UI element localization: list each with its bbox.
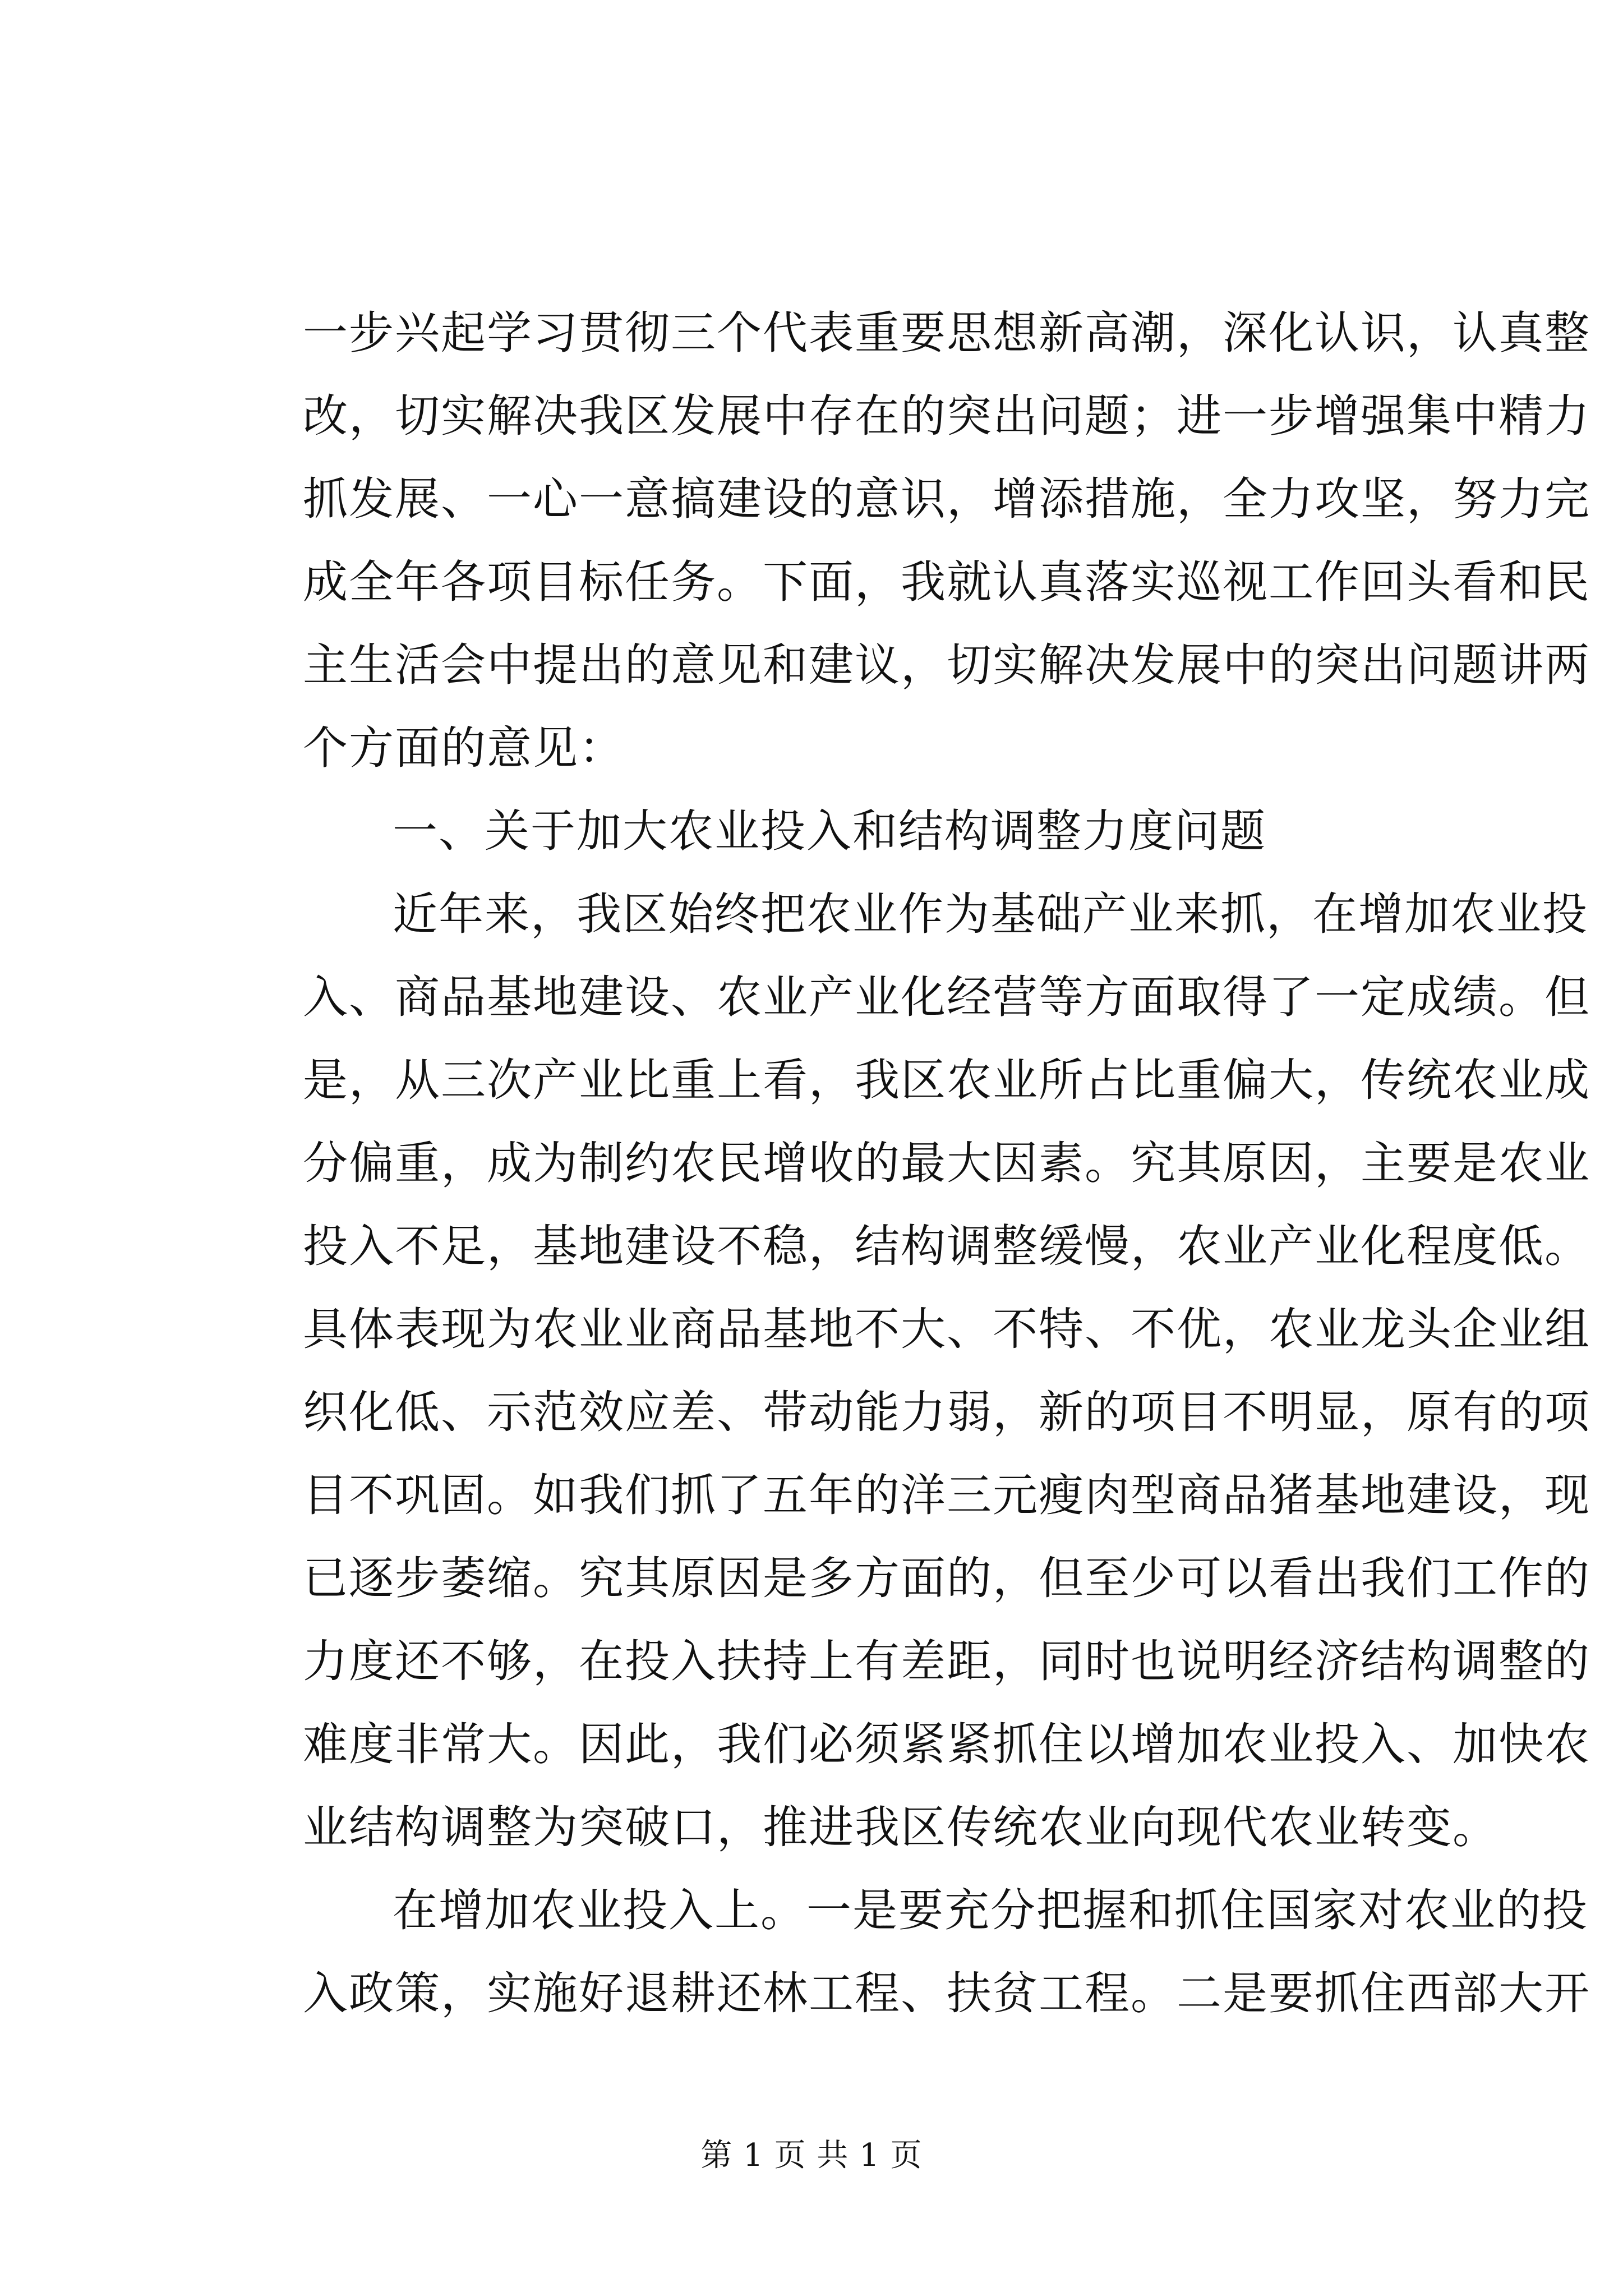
body-line: 力度还不够，在投入扶持上有差距，同时也说明经济结构调整的 — [303, 1635, 1590, 1687]
body-line: 在增加农业投入上。一是要充分把握和抓住国家对农业的投 — [393, 1884, 1588, 1936]
body-line: 一步兴起学习贯彻三个代表重要思想新高潮，深化认识，认真整 — [303, 307, 1590, 359]
body-line: 业结构调整为突破口，推进我区传统农业向现代农业转变。 — [303, 1801, 1498, 1853]
body-line: 织化低、示范效应差、带动能力弱，新的项目不明显，原有的项 — [303, 1386, 1590, 1438]
body-line: 投入不足，基地建设不稳，结构调整缓慢，农业产业化程度低。 — [303, 1220, 1590, 1272]
body-line: 个方面的意见： — [303, 722, 625, 774]
body-line: 入、商品基地建设、农业产业化经营等方面取得了一定成绩。但 — [303, 971, 1590, 1023]
page-footer: 第 1 页 共 1 页 — [700, 2137, 923, 2174]
body-line: 改，切实解决我区发展中存在的突出问题；进一步增强集中精力 — [303, 390, 1590, 442]
body-line: 分偏重，成为制约农民增收的最大因素。究其原因，主要是农业 — [303, 1137, 1590, 1189]
body-line: 已逐步萎缩。究其原因是多方面的，但至少可以看出我们工作的 — [303, 1552, 1590, 1604]
body-line: 具体表现为农业业商品基地不大、不特、不优，农业龙头企业组 — [303, 1303, 1590, 1355]
body-line: 入政策，实施好退耕还林工程、扶贫工程。二是要抓住西部大开 — [303, 1967, 1590, 2019]
body-line: 成全年各项目标任务。下面，我就认真落实巡视工作回头看和民 — [303, 556, 1590, 608]
body-line: 是，从三次产业比重上看，我区农业所占比重偏大，传统农业成 — [303, 1054, 1590, 1106]
body-line: 难度非常大。因此，我们必须紧紧抓住以增加农业投入、加快农 — [303, 1718, 1590, 1770]
body-line: 目不巩固。如我们抓了五年的洋三元瘦肉型商品猪基地建设，现 — [303, 1469, 1590, 1521]
document-body — [303, 292, 1590, 2035]
body-line: 近年来，我区始终把农业作为基础产业来抓，在增加农业投 — [393, 888, 1588, 940]
section-heading: 一、关于加大农业投入和结构调整力度问题 — [393, 805, 1266, 857]
body-line: 主生活会中提出的意见和建议，切实解决发展中的突出问题讲两 — [303, 639, 1590, 691]
body-line: 抓发展、一心一意搞建设的意识，增添措施，全力攻坚，努力完 — [303, 473, 1590, 525]
